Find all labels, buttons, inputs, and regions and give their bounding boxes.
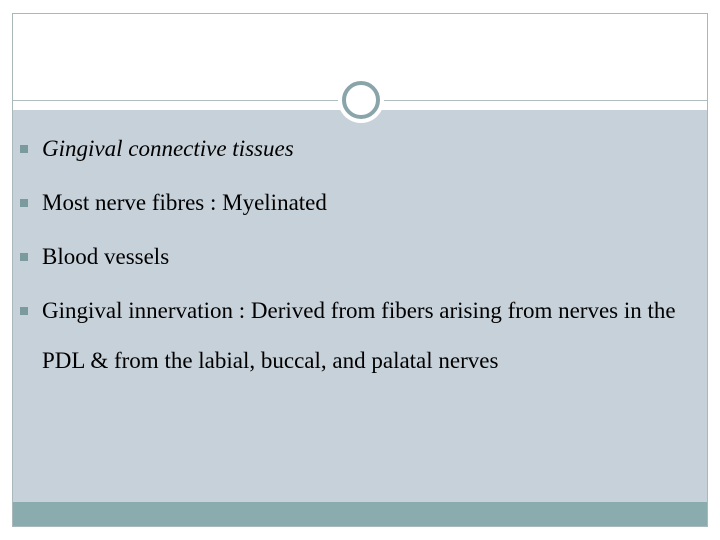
bullet-text: Most nerve fibres : Myelinated <box>42 190 327 215</box>
bullet-text: Gingival innervation : Derived from fibers arising from nerves in the PDL & from the labial, buccal, and palatal nerves <box>42 298 676 373</box>
ornament-ring <box>342 81 380 119</box>
bullet-item <box>20 286 690 386</box>
square-bullet-icon <box>20 253 28 261</box>
bullet-list <box>20 124 690 390</box>
circle-ring-icon <box>338 77 384 123</box>
bullet-item <box>20 178 690 228</box>
bullet-text: Gingival connective tissues <box>42 136 294 161</box>
bullet-item <box>20 124 690 174</box>
square-bullet-icon <box>20 145 28 153</box>
bullet-item <box>20 232 690 282</box>
square-bullet-icon <box>20 199 28 207</box>
square-bullet-icon <box>20 307 28 315</box>
bullet-text: Blood vessels <box>42 244 170 269</box>
footer-bar <box>13 502 707 527</box>
